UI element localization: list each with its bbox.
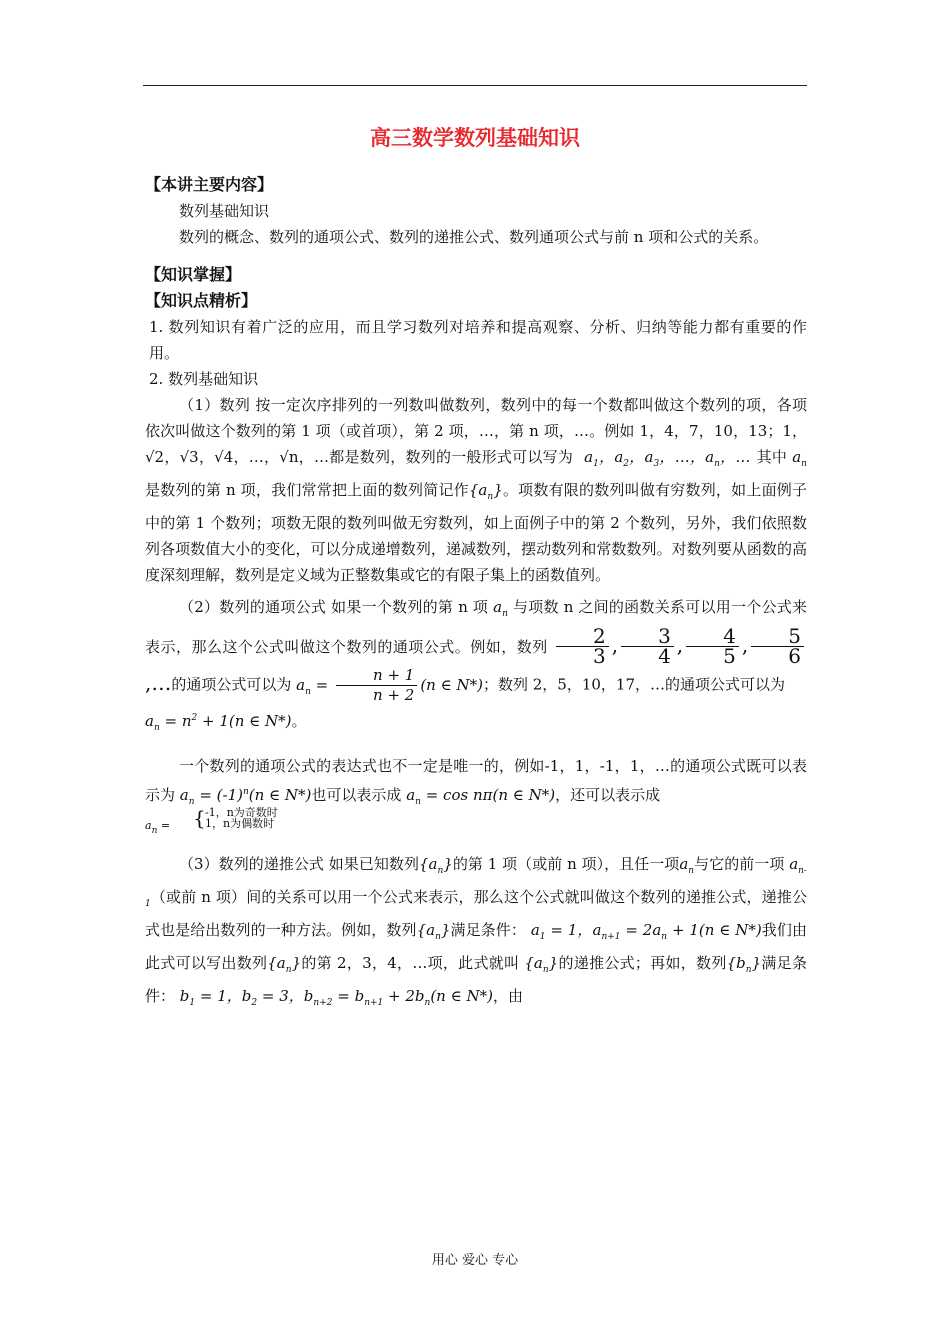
paragraph-alternatives: 一个数列的通项公式的表达式也不一定是唯一的，例如-1，1，-1，1，…的通项公式既可以表示为 $a_n = (-1)^n(n$ ∈ N*)也可以表示成 $a_n = \cos n\pi(n$ ∈ N*)，还可以表示成 bbox=[145, 757, 807, 807]
main-content-line1: 数列基础知识 bbox=[179, 202, 270, 220]
heading-main-content: 【本讲主要内容】 bbox=[145, 175, 274, 194]
piecewise-formula: $a_n$ = { -1，n为奇数时 1，n为偶数时 bbox=[145, 806, 278, 836]
paragraph-general-term: （2）数列的通项公式 如果一个数列的第 n 项 $a_n$ 与项数 n 之间的函数关系可以用一个公式来表示，那么这个公式叫做这个数列的通项公式。例如，数列 $\frac{2}{3}$ , $\frac{3}{4}$ , $\frac{4}{5}$ , $\frac{5}{6}$ ,…的通项公式可以为 $a_n$ = $\frac{n + 1}{n + 2}$ (n ∈ N*)；数列 2，5，10，17，…的通项公式可以为 $a_n = n^2 + 1(n$ ∈ N*)。 bbox=[145, 598, 807, 733]
document-title: 高三数学数列基础知识 bbox=[370, 126, 580, 150]
heading-mastery: 【知识掌握】 bbox=[145, 265, 242, 284]
point-1: 1. 数列知识有着广泛的应用，而且学习数列对培养和提高观察、分析、归纳等能力都有重要的作用。 bbox=[149, 318, 807, 362]
page-footer: 用心 爱心 专心 bbox=[431, 1253, 519, 1268]
main-content-line2: 数列的概念、数列的通项公式、数列的递推公式、数列通项公式与前 n 项和公式的关系。 bbox=[179, 228, 769, 246]
paragraph-definition: （1）数列 按一定次序排列的一列数叫做数列，数列中的每一个数都叫做这个数列的项，各项依次叫做这个数列的第 1 项（或首项），第 2 项，…，第 n 项，…。例如 1，4，7，10，13；1， √2，√3，√4，…，√n，…都是数列，数列的一般形式可以写为 $a_1$，$a_2$，$a_3$，…，$a_n$，… 其中 $a_n$是数列的第 n 项，我们常常把上面的数列简记作$\{a_n\}$。项数有限的数列叫做有穷数列，如上面例子中的第 1 个数列；项数无限的数列叫做无穷数列，如上面例子中的第 2 个数列，另外，我们依照数列各项数值大小的变化，可以分成递增数列，递减数列，摆动数列和常数数列。对数列要从函数的高度深刻理解，数列是定义域为正整数集或它的有限子集上的函数值列。 bbox=[145, 396, 807, 584]
heading-points: 【知识点精析】 bbox=[145, 291, 258, 310]
document-body bbox=[145, 172, 807, 1016]
header-rule bbox=[143, 85, 807, 86]
paragraph-recursive: （3）数列的递推公式 如果已知数列$\{a_n\}$的第 1 项（或前 n 项），且任一项$a_n$与它的前一项 $a_{n-1}$（或前 n 项）间的关系可以用一个公式来表示，那么这个公式就叫做这个数列的递推公式，递推公式也是给出数列的一种方法。例如，数列$\{a_n\}$满足条件： $a_1 = 1$，$a_{n+1} = 2a_n + 1(n$ ∈ N*)我们由此式可以写出数列$\{a_n\}$的第 2，3，4，…项，此式就叫 $\{a_n\}$的递推公式；再如，数列$\{b_n\}$满足条件： $b_1 = 1$，$b_2 = 3$，$b_{n+2} = b_{n+1} + 2b_n(n$ ∈ N*)，由 bbox=[145, 855, 807, 1008]
point-2: 2. 数列基础知识 bbox=[149, 370, 259, 388]
